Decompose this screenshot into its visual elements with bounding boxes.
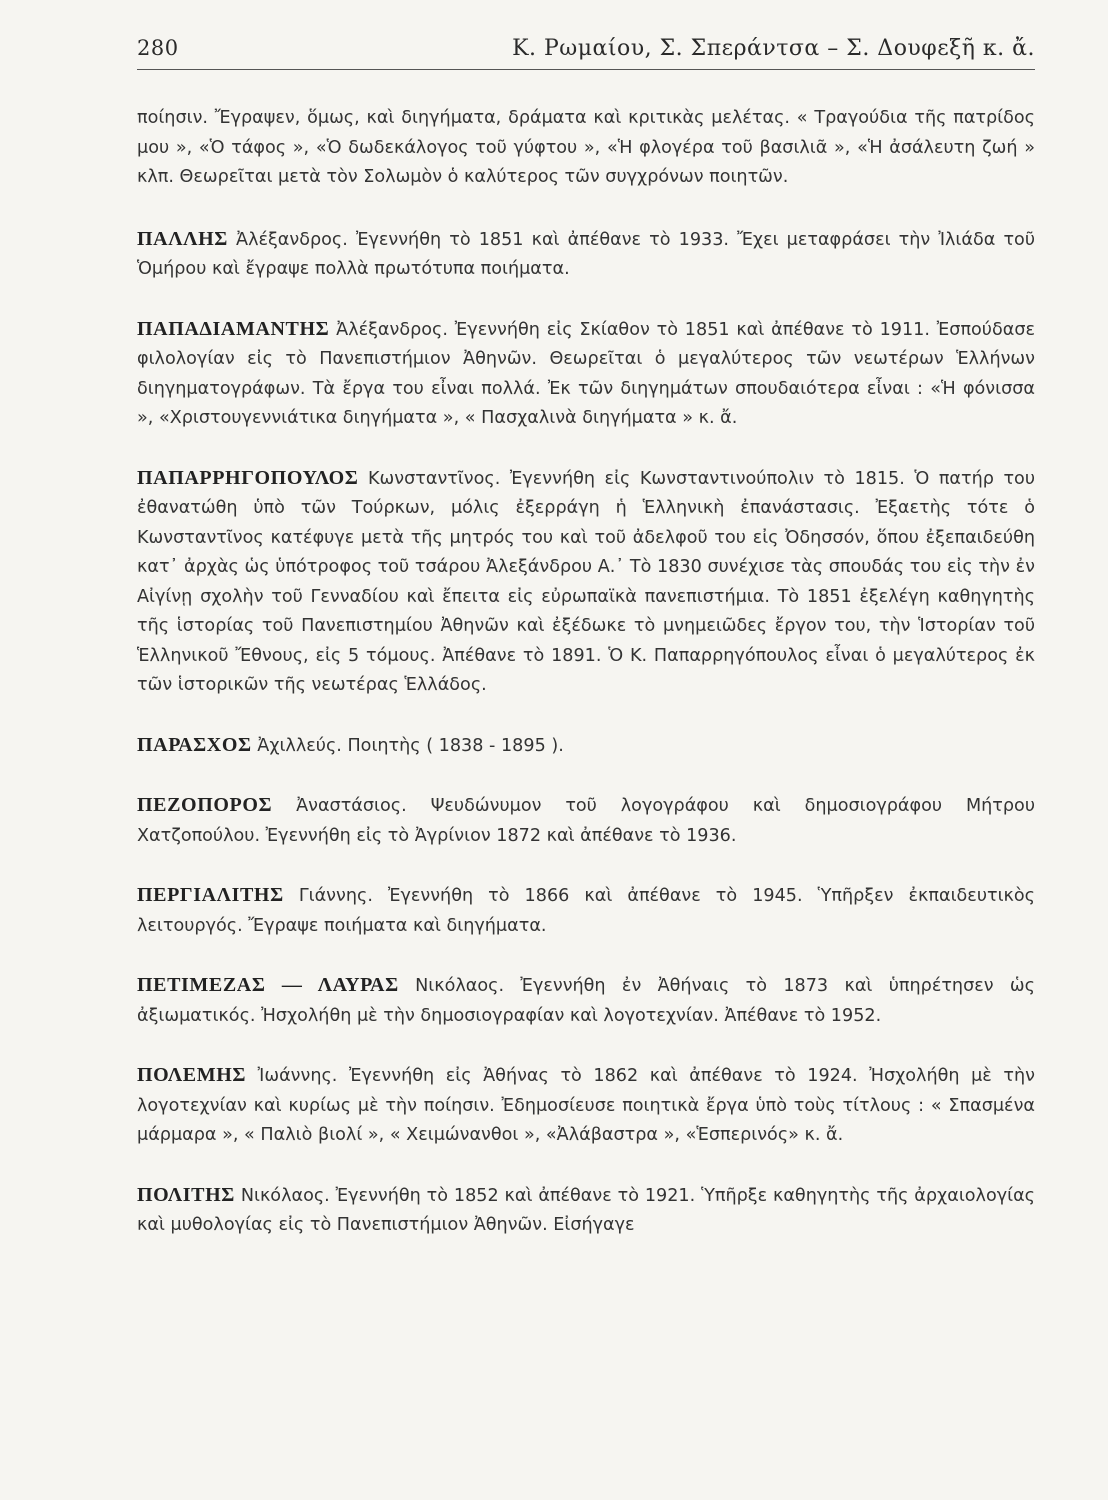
entry-text: Ἀλέξανδρος. Ἐγεννήθη τὸ 1851 καὶ ἀπέθανε τὸ 1933. Ἔχει μεταφράσει τὴν Ἰλιάδα τοῦ Ὁμήρου καὶ ἔγραψε πολλὰ πρωτότυπα ποιήματα.: [137, 229, 1036, 279]
entry-text: Γιάννης. Ἐγεννήθη τὸ 1866 καὶ ἀπέθανε τὸ 1945. Ὑπῆρξεν ἐκπαιδευτικὸς λειτουργός. Ἔγραψε ποιήματα καὶ διηγήματα.: [137, 886, 1035, 936]
entry: [137, 971, 1035, 1031]
entry-name: ΠΑΠΑΔΙΑΜΑΝΤΗΣ: [137, 317, 330, 340]
entry: [137, 1181, 1035, 1241]
entry: [137, 315, 1035, 434]
entry-name: ΠΕΡΓΙΑΛΙΤΗΣ: [137, 884, 284, 906]
entry-name: ΠΑΠΑΡΡΗΓΟΠΟΥΛΟΣ: [137, 466, 359, 489]
entry: [137, 791, 1035, 851]
entry: [137, 1061, 1035, 1151]
entry: [137, 731, 1035, 762]
page-content: [137, 104, 1035, 1241]
entry-name: ΠΑΛΛΗΣ: [137, 227, 228, 250]
entry: [137, 881, 1035, 941]
entry-text: Νικόλαος. Ἐγεννήθη ἐν Ἀθήναις τὸ 1873 καὶ ὑπηρέτησεν ὡς ἀξιωματικός. Ἠσχολήθη μὲ τὴν δημοσιογραφίαν καὶ λογοτεχνίαν. Ἀπέθανε τὸ 1952.: [137, 976, 1035, 1026]
entry-text: Κωνσταντῖνος. Ἐγεννήθη εἰς Κωνσταντινούπολιν τὸ 1815. Ὁ πατήρ του ἐθανατώθη ὑπὸ τῶν Τούρκων, μόλις ἐξερράγη ἡ Ἑλληνικὴ ἐπανάστασις. Ἐξαετὴς τότε ὁ Κωνσταντῖνος κατέφυγε μετὰ τῆς μητρός του καὶ τοῦ ἀδελφοῦ του εἰς Ὀδησσόν, ὅπου ἐξεπαιδεύθη κατ᾽ ἀρχὰς ὡς ὑπότροφος τοῦ τσάρου Ἀλεξάνδρου Α.᾽ Τὸ 1830 συνέχισε τὰς σπουδάς του εἰς τὴν ἐν Αἰγίνῃ σχολὴν τοῦ Γενναδίου καὶ ἔπειτα εἰς εὐρωπαϊκὰ πανεπιστήμια. Τὸ 1851 ἐξελέγη καθηγητὴς τῆς ἱστορίας τοῦ Πανεπιστημίου Ἀθηνῶν καὶ ἐξέδωκε τὸ μνημειῶδες ἔργον του, τὴν Ἱστορίαν τοῦ Ἑλληνικοῦ Ἔθνους, εἰς 5 τόμους. Ἀπέθανε τὸ 1891. Ὁ Κ. Παπαρρηγόπουλος εἶναι ὁ μεγαλύτερος ἐκ τῶν ἱστορικῶν τῆς νεωτέρας Ἑλλάδος.: [137, 468, 1036, 695]
entry-name: ΠΑΡΑΣΧΟΣ: [137, 733, 252, 756]
entry-text: Ἰωάννης. Ἐγεννήθη εἰς Ἀθήνας τὸ 1862 καὶ ἀπέθανε τὸ 1924. Ἠσχολήθη μὲ τὴν λογοτεχνίαν καὶ κυρίως μὲ τὴν ποίησιν. Ἐδημοσίευσε ποιητικὰ ἔργα ὑπὸ τοὺς τίτλους : « Σπασμένα μάρμαρα », « Παλιὸ βιολί », « Χειμώνανθοι », «Ἀλάβαστρα », «Ἑσπερινός» κ. ἄ.: [137, 1066, 1035, 1145]
book-page: [137, 36, 1035, 1271]
entry-text: Ἀλέξανδρος. Ἐγεννήθη εἰς Σκίαθον τὸ 1851 καὶ ἀπέθανε τὸ 1911. Ἐσπούδασε φιλολογίαν εἰς τὸ Πανεπιστήμιον Ἀθηνῶν. Θεωρεῖται ὁ μεγαλύτερος τῶν νεωτέρων Ἑλλήνων διηγηματογράφων. Τὰ ἔργα του εἶναι πολλά. Ἐκ τῶν διηγημάτων σπουδαιότερα εἶναι : «Ἡ φόνισσα », «Χριστουγεννιάτικα διηγήματα », « Πασχαλινὰ διηγήματα » κ. ἄ.: [137, 319, 1035, 428]
entry-text: Νικόλαος. Ἐγεννήθη τὸ 1852 καὶ ἀπέθανε τὸ 1921. Ὑπῆρξε καθηγητὴς τῆς ἀρχαιολογίας καὶ μυθολογίας εἰς τὸ Πανεπιστήμιον Ἀθηνῶν. Εἰσήγαγε: [137, 1185, 1035, 1235]
continued-paragraph: ποίησιν. Ἔγραψεν, ὅμως, καὶ διηγήματα, δράματα καὶ κριτικὰς μελέτας. « Τραγούδια τῆς πατρίδος μου », «Ὁ τάφος », «Ὁ δωδεκάλογος τοῦ γύφτου », «Ἡ φλογέρα τοῦ βασιλιᾶ », «Ἡ ἀσάλευτη ζωή » κλπ. Θεωρεῖται μετὰ τὸν Σολωμὸν ὁ καλύτερος τῶν συγχρόνων ποιητῶν.: [137, 108, 1035, 187]
entry-name: ΠΟΛΕΜΗΣ: [137, 1064, 247, 1086]
running-header: [137, 36, 1035, 70]
entry-text: Ἀχιλλεύς. Ποιητὴς ( 1838 - 1895 ).: [257, 735, 564, 756]
entry-name: ΠΟΛΙΤΗΣ: [137, 1183, 235, 1206]
entry: [137, 225, 1035, 285]
entry-name: ΠΕΖΟΠΟΡΟΣ: [137, 794, 273, 816]
page-number: 280: [137, 36, 179, 60]
running-title: Κ. Ρωμαίου, Σ. Σπεράντσα – Σ. Δουφεξῆ κ. ἄ.: [512, 36, 1035, 61]
entry-text: Ἀναστάσιος. Ψευδώνυμον τοῦ λογογράφου καὶ δημοσιογράφου Μήτρου Χατζοπούλου. Ἐγεννήθη εἰς τὸ Ἀγρίνιον 1872 καὶ ἀπέθανε τὸ 1936.: [137, 796, 1036, 846]
entry-name: ΠΕΤΙΜΕΖΑΣ — ΛΑΥΡΑΣ: [137, 974, 399, 996]
entry: [137, 464, 1035, 701]
